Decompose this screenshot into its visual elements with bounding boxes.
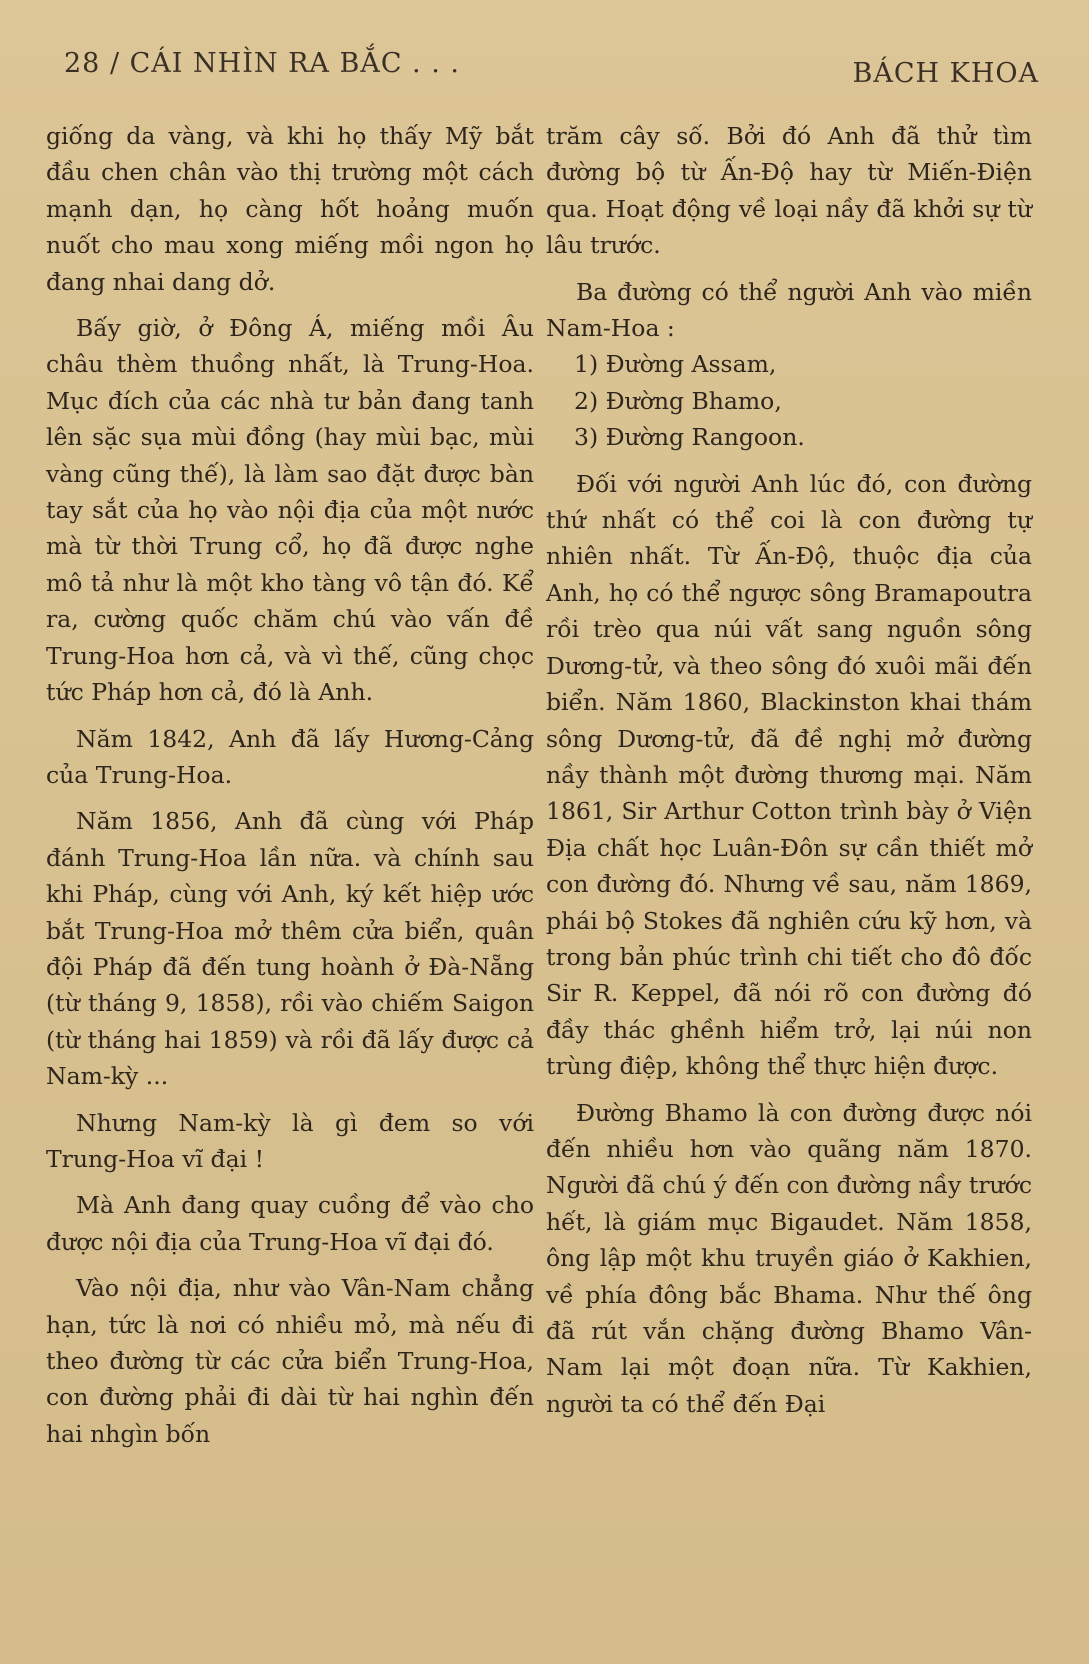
list-item: 1) Đường Assam, [574, 350, 777, 379]
route-list [546, 346, 1032, 455]
paragraph: trăm cây số. Bởi đó Anh đã thử tìm đường bộ từ Ấn-Độ hay từ Miến-Điện qua. Hoạt động về loại nầy đã khởi sự từ lâu trước. [546, 122, 1032, 260]
paragraph: Ba đường có thể người Anh vào miền Nam-Hoa : [546, 277, 1032, 343]
paragraph: giống da vàng, và khi họ thấy Mỹ bắt đầu chen chân vào thị trường một cách mạnh dạn, họ càng hốt hoảng muốn nuốt cho mau xong miếng mồi ngon họ đang nhai dang dở. [46, 122, 534, 296]
paragraph: Đường Bhamo là con đường được nói đến nhiều hơn vào quãng năm 1870. Người đã chú ý đến con đường nầy trước hết, là giám mục Bigaudet. Năm 1858, ông lập một khu truyền giáo ở Kakhien, về phía đông bắc Bhama. Như thế ông đã rút vắn chặng đường Bhamo Vân-Nam lại một đoạn nữa. Từ Kakhien, người ta có thể đến Đại [546, 1098, 1032, 1418]
right-column [546, 118, 1032, 1422]
paragraph: Nhưng Nam-kỳ là gì đem so với Trung-Hoa vĩ đại ! [46, 1108, 534, 1173]
paragraph: Bấy giờ, ở Đông Á, miếng mồi Âu châu thèm thuồng nhất, là Trung-Hoa. Mục đích của các nhà tư bản đang tanh lên sặc sụa mùi đồng (hay mùi bạc, mùi vàng cũng thế), là làm sao đặt được bàn tay sắt của họ vào nội địa của một nước mà từ thời Trung cổ, họ đã được nghe mô tả như là một kho tàng vô tận đó. Kể ra, cường quốc chăm chú vào vấn đề Trung-Hoa hơn cả, và vì thế, cũng chọc tức Pháp hơn cả, đó là Anh. [46, 314, 534, 707]
page-number-and-running-title: 28 / CÁI NHÌN RA BẮC . . . [64, 48, 460, 79]
paragraph: Năm 1842, Anh đã lấy Hương-Cảng của Trung-Hoa. [46, 724, 534, 789]
paragraph: Năm 1856, Anh đã cùng với Pháp đánh Trung-Hoa lần nữa. và chính sau khi Pháp, cùng với Anh, ký kết hiệp ước bắt Trung-Hoa mở thêm cửa biển, quân đội Pháp đã đến tung hoành ở Đà-Nẵng (từ tháng 9, 1858), rồi vào chiếm Saigon (từ tháng hai 1859) và rồi đã lấy được cả Nam-kỳ ... [46, 807, 534, 1091]
magazine-title: BÁCH KHOA [852, 58, 1039, 89]
left-column [46, 118, 534, 1452]
paragraph: Mà Anh đang quay cuồng để vào cho được nội địa của Trung-Hoa vĩ đại đó. [46, 1191, 534, 1256]
list-item: 2) Đường Bhamo, [574, 386, 782, 415]
list-item: 3) Đường Rangoon. [574, 423, 805, 452]
page-header [64, 48, 1039, 92]
paragraph: Đối với người Anh lúc đó, con đường thứ nhất có thể coi là con đường tự nhiên nhất. Từ Ấn-Độ, thuộc địa của Anh, họ có thể ngược sông Bramapoutra rồi trèo qua núi vất sang nguồn sông Dương-tử, và theo sông đó xuôi mãi đến biển. Năm 1860, Blackinston khai thám sông Dương-tử, đã đề nghị mở đường nầy thành một đường thương mại. Năm 1861, Sir Arthur Cotton trình bày ở Viện Địa chất học Luân-Đôn sự cần thiết mở con đường đó. Nhưng về sau, năm 1869, phái bộ Stokes đã nghiên cứu kỹ hơn, và trong bản phúc trình chi tiết cho đô đốc Sir R. Keppel, đã nói rõ con đường đó đầy thác ghềnh hiểm trở, lại núi non trùng điệp, không thể thực hiện được. [546, 469, 1032, 1081]
paragraph: Vào nội địa, như vào Vân-Nam chẳng hạn, tức là nơi có nhiều mỏ, mà nếu đi theo đường từ các cửa biển Trung-Hoa, con đường phải đi dài từ hai nghìn đến hai nhgìn bốn [46, 1274, 534, 1448]
